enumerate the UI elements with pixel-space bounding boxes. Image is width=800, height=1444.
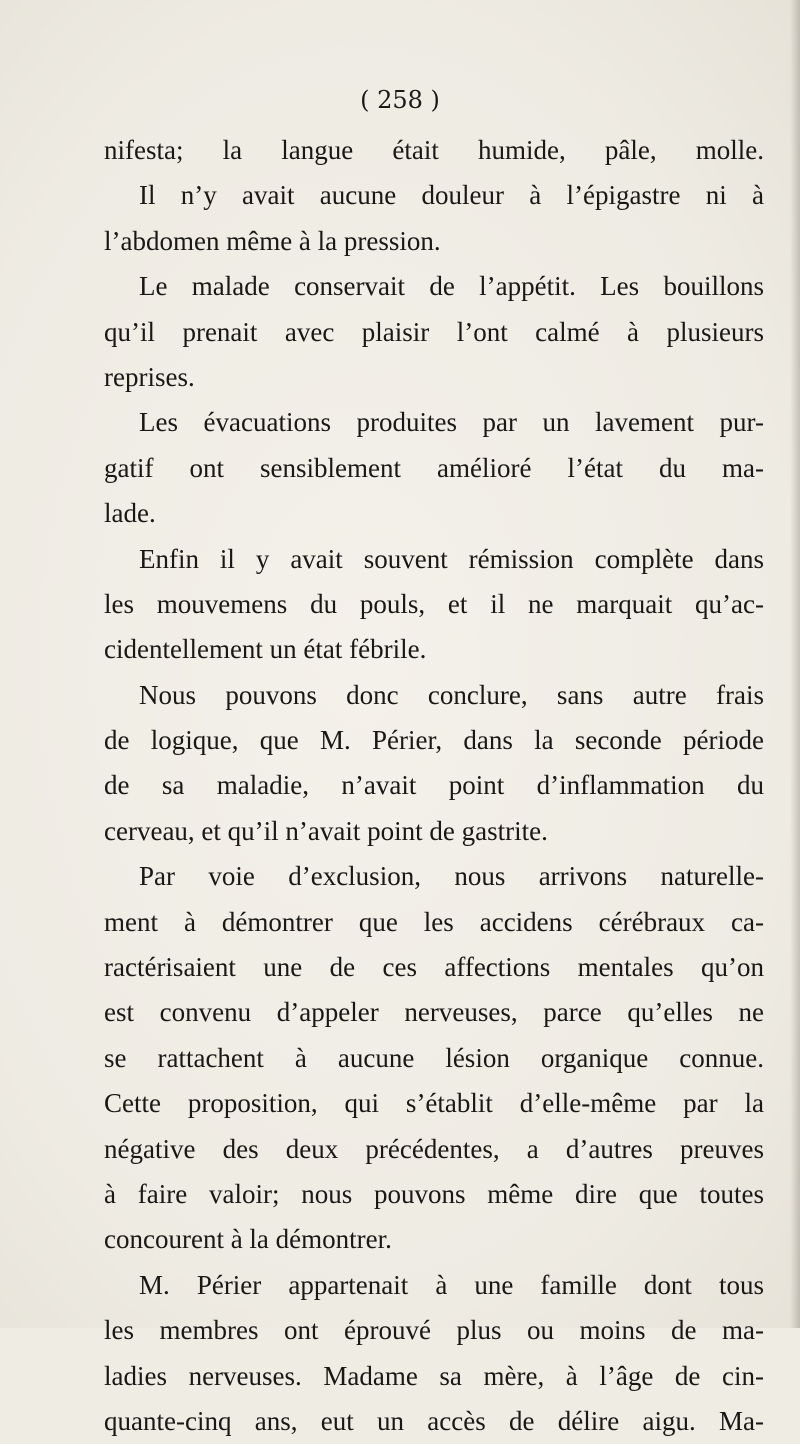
text-line: quante-cinq ans, eut un accès de délire aigu. Ma- bbox=[104, 1405, 764, 1436]
text-line: de sa maladie, n’avait point d’inflammation du bbox=[104, 770, 764, 801]
text-line: Nous pouvons donc conclure, sans autre frais bbox=[139, 679, 764, 710]
text-line: lade. bbox=[104, 498, 156, 529]
text-line: Le malade conservait de l’appétit. Les bouillons bbox=[139, 271, 764, 302]
text-line: Cette proposition, qui s’établit d’elle-même par la bbox=[104, 1088, 764, 1119]
text-line: les mouvemens du pouls, et il ne marquait qu’ac- bbox=[104, 588, 764, 619]
text-line: gatif ont sensiblement amélioré l’état du ma- bbox=[104, 452, 764, 483]
text-line: ladies nerveuses. Madame sa mère, à l’âge de cin- bbox=[104, 1360, 764, 1391]
text-line: qu’il prenait avec plaisir l’ont calmé à plusieurs bbox=[104, 316, 764, 347]
text-line: concourent à la démontrer. bbox=[104, 1224, 392, 1255]
text-line: de logique, que M. Périer, dans la seconde période bbox=[104, 725, 764, 756]
text-line: nifesta; la langue était humide, pâle, molle. bbox=[104, 135, 764, 165]
text-line: cerveau, et qu’il n’avait point de gastrite. bbox=[104, 815, 548, 846]
text-line: l’abdomen même à la pression. bbox=[104, 225, 441, 256]
text-line: Par voie d’exclusion, nous arrivons naturelle- bbox=[139, 861, 764, 892]
text-line: ment à démontrer que les accidens cérébraux ca- bbox=[104, 906, 764, 937]
text-line: se rattachent à aucune lésion organique connue. bbox=[104, 1042, 764, 1073]
text-line: est convenu d’appeler nerveuses, parce qu’elles ne bbox=[104, 997, 764, 1028]
text-line: M. Périer appartenait à une famille dont tous bbox=[139, 1269, 764, 1300]
text-line: cidentellement un état fébrile. bbox=[104, 634, 427, 665]
text-line: négative des deux précédentes, a d’autres preuves bbox=[104, 1133, 764, 1164]
page-number: ( 258 ) bbox=[360, 86, 440, 114]
text-line: Les évacuations produites par un lavement pur- bbox=[139, 407, 764, 438]
text-line: ractérisaient une de ces affections mentales qu’on bbox=[104, 952, 764, 983]
text-line: Enfin il y avait souvent rémission complète dans bbox=[139, 543, 764, 574]
text-line: à faire valoir; nous pouvons même dire que toutes bbox=[104, 1178, 764, 1209]
text-line: Il n’y avait aucune douleur à l’épigastre ni à bbox=[139, 180, 764, 211]
body-text bbox=[104, 128, 764, 1444]
text-line: reprises. bbox=[104, 361, 195, 392]
page-edge-shadow bbox=[790, 0, 800, 1328]
text-line: les membres ont éprouvé plus ou moins de ma- bbox=[104, 1315, 764, 1346]
